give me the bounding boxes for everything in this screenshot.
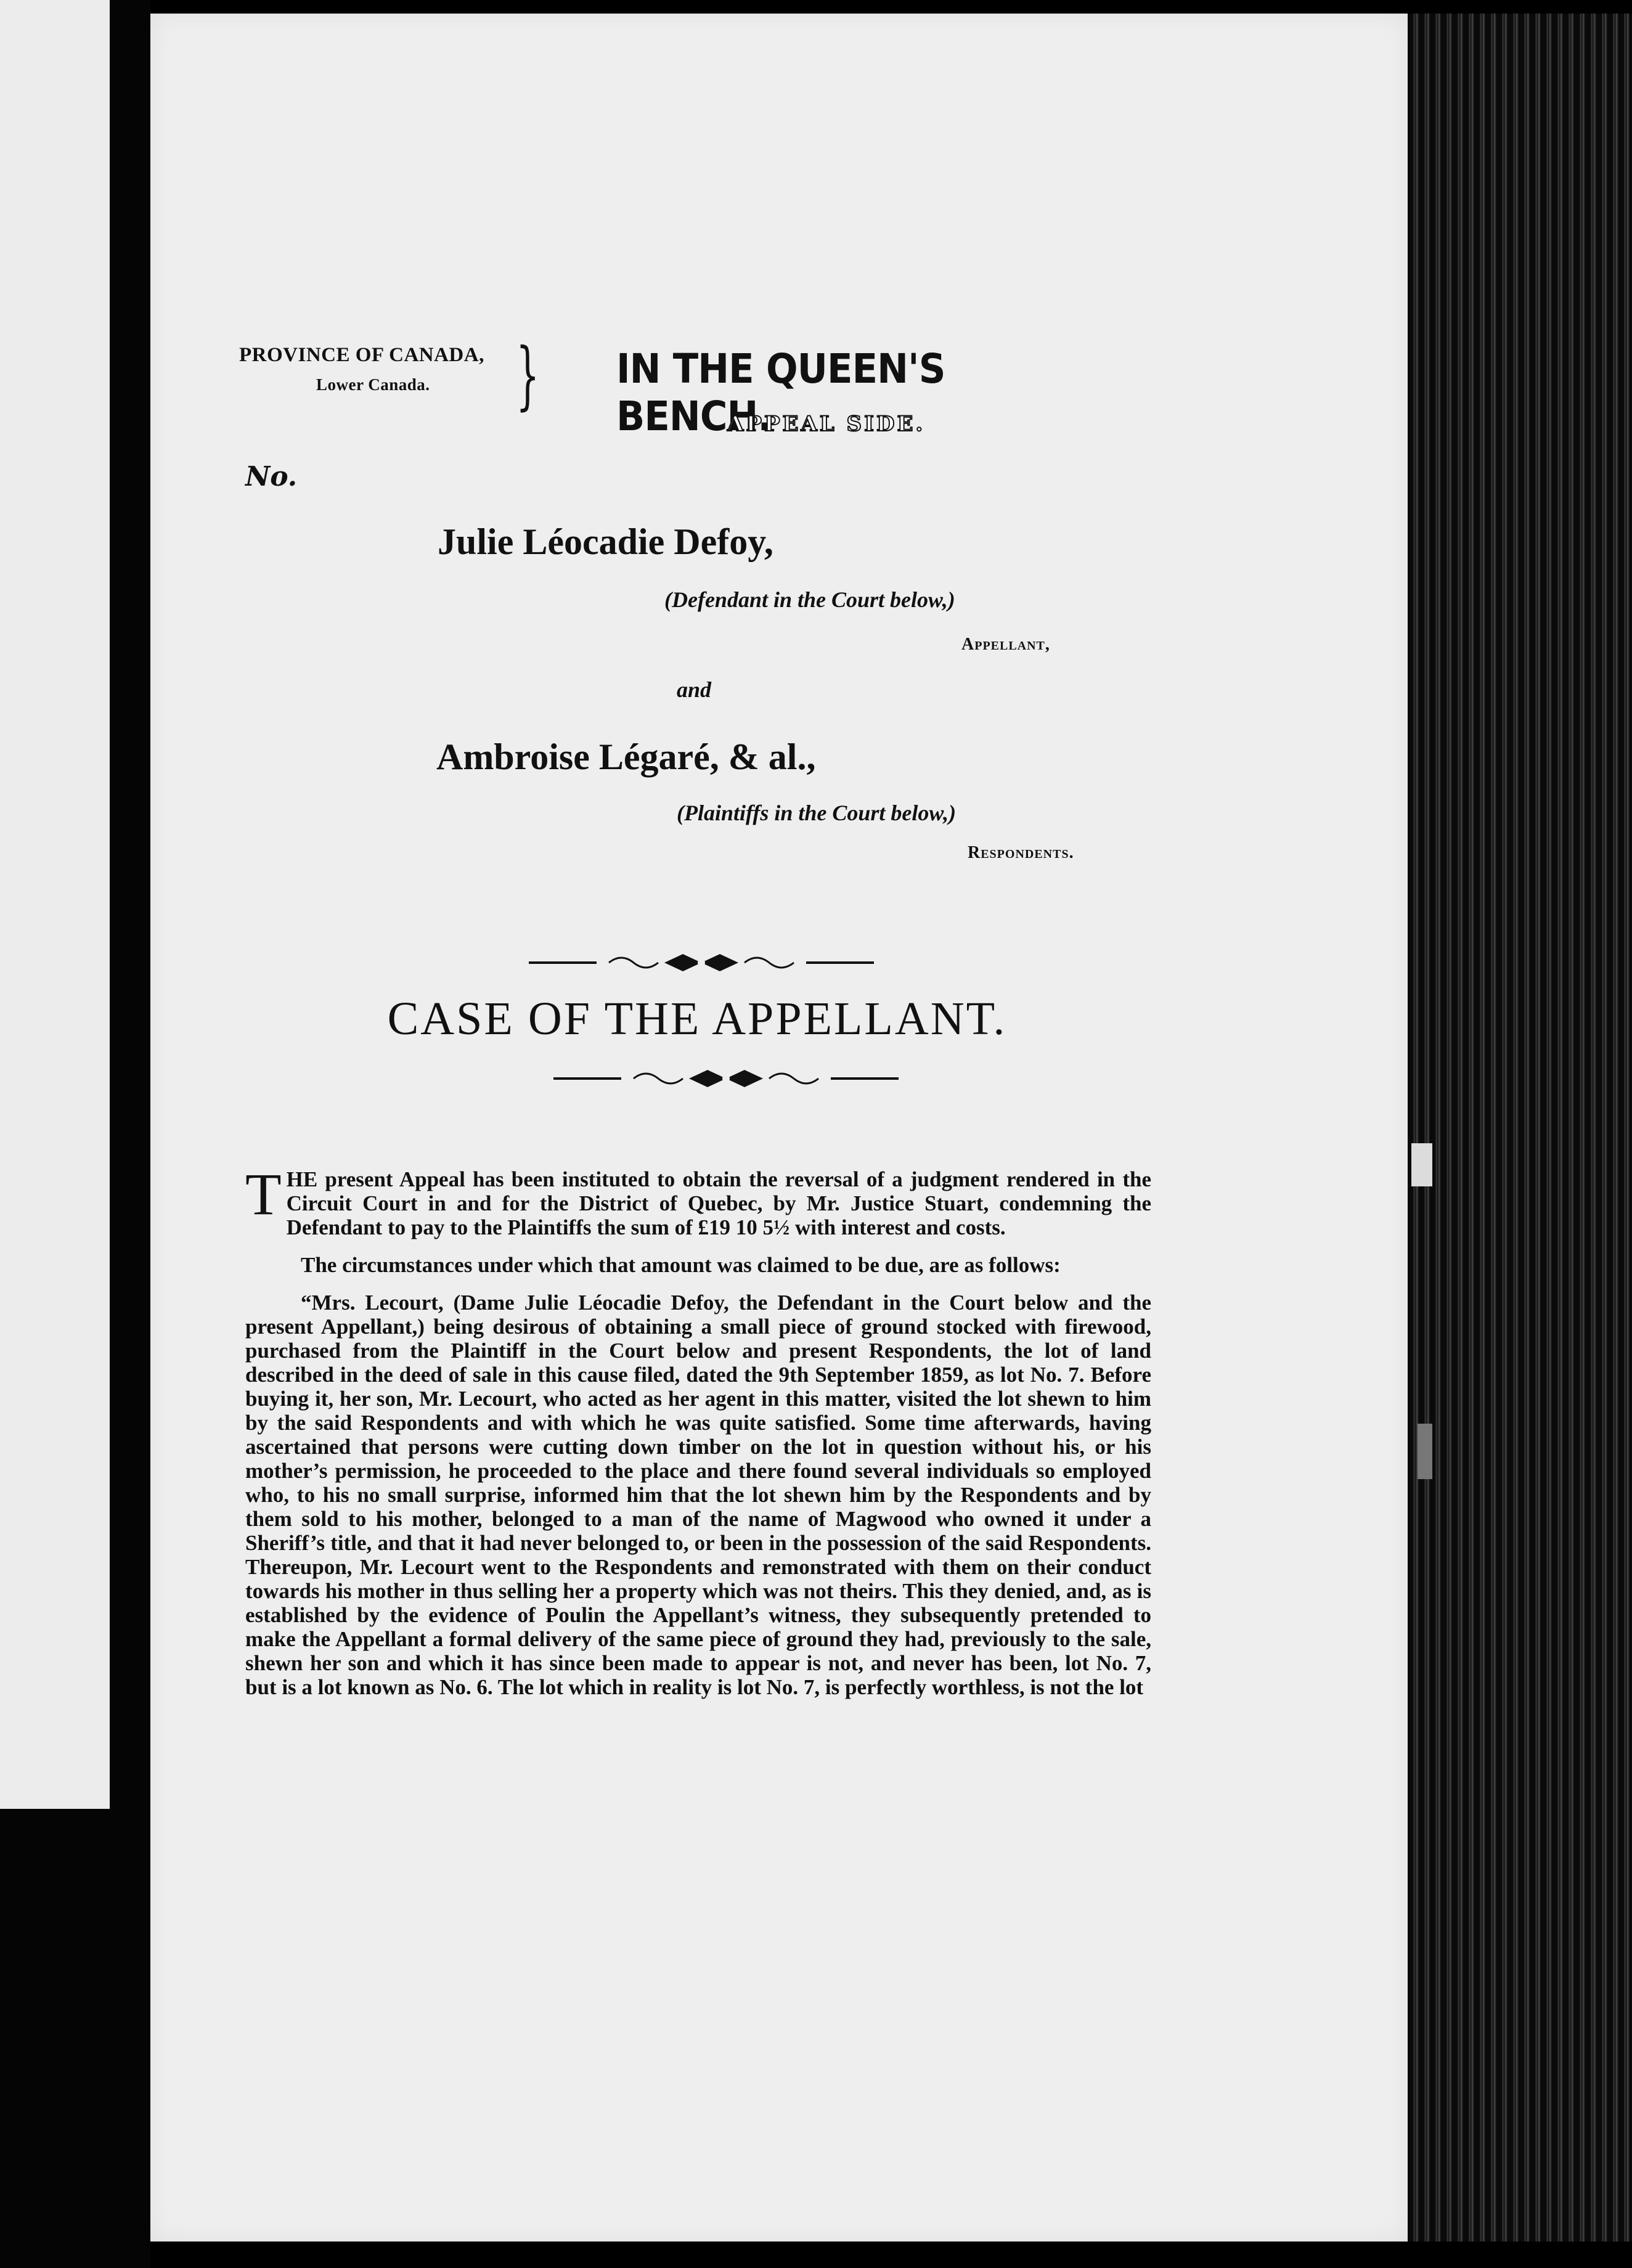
appellant-name: Julie Léocadie Defoy, xyxy=(438,521,773,562)
ornament-divider-bottom xyxy=(553,1065,899,1092)
party-conjunction: and xyxy=(677,677,712,702)
court-side: APPEAL SIDE. xyxy=(727,412,926,436)
page-edge-tab xyxy=(1418,1424,1432,1479)
region-name: Lower Canada. xyxy=(316,375,430,394)
case-number-label: No. xyxy=(245,461,298,492)
paragraph-intro: THE present Appeal has been instituted to obtain the reversal of a judgment rendered in the Circuit Court in and for the District of Quebec, by Mr. Justice Stuart, condemning the Defendant to pay to the Plaintiffs the sum of £19 10 5½ with interest and costs. xyxy=(245,1161,1151,1239)
respondent-role: (Plaintiffs in the Court below,) xyxy=(677,801,957,825)
province-name: PROVINCE OF CANADA, xyxy=(239,344,484,366)
ornament-divider-top xyxy=(529,949,874,976)
paragraph-narrative: “Mrs. Lecourt, (Dame Julie Léocadie Defoy, the Defendant in the Court below and the present Appellant,) being desirous of obtaining a small piece of ground stocked with firewood, purchased from the Plaintiff in the Court below and present Respondents, the lot of land described in the deed of sale in this cause filed, dated the 9th September 1859, as lot No. 7. Before buying it, her son, Mr. Lecourt, who acted as her agent in this matter, visited the lot shewn to him by the said Respondents and with which he was quite satisfied. Some time afterwards, having ascertained that persons were cutting down timber on the lot in question without his, or his mother’s permission, he proceeded to the place and there found several individuals so employed who, to his no small surprise, informed him that the lot shewn him by the Respondents and by them sold to his mother, belonged to a man of the name of Magwood who owned it under a Sheriff’s title, and that it had never belonged to, or been in the possession of the said Respondents. Thereupon, Mr. Lecourt went to the Respondents and remonstrated with them on their conduct towards his mother in thus selling her a property which was not theirs. This they denied, and, as is established by the evidence of Poulin the Appellant’s witness, they subsequently pretended to make the Appellant a formal delivery of the same piece of ground they had, previously to the sale, shewn her son and which it has since been made to appear is not, and never has been, lot No. 7, but is a lot known as No. 6. The lot which in reality is lot No. 7, is perfectly worthless, is not the lot xyxy=(245,1291,1151,1699)
court-title: IN THE QUEEN'S BENCH. xyxy=(616,345,945,440)
respondent-designation: Respondents. xyxy=(968,843,1074,862)
appellant-role: (Defendant in the Court below,) xyxy=(664,587,955,612)
adjacent-page-edge xyxy=(0,0,110,1809)
page-edge-tab xyxy=(1411,1143,1432,1186)
appellant-designation: Appellant, xyxy=(961,635,1050,654)
body-text xyxy=(245,1161,1151,1713)
curly-brace: } xyxy=(516,333,540,418)
case-title: CASE OF THE APPELLANT. xyxy=(387,993,1007,1045)
province-heading xyxy=(239,344,510,394)
book-page-edges xyxy=(1408,14,1632,2241)
respondent-name: Ambroise Légaré, & al., xyxy=(436,736,816,777)
paragraph-circumstances: The circumstances under which that amount was claimed to be due, are as follows: xyxy=(301,1253,1061,1277)
